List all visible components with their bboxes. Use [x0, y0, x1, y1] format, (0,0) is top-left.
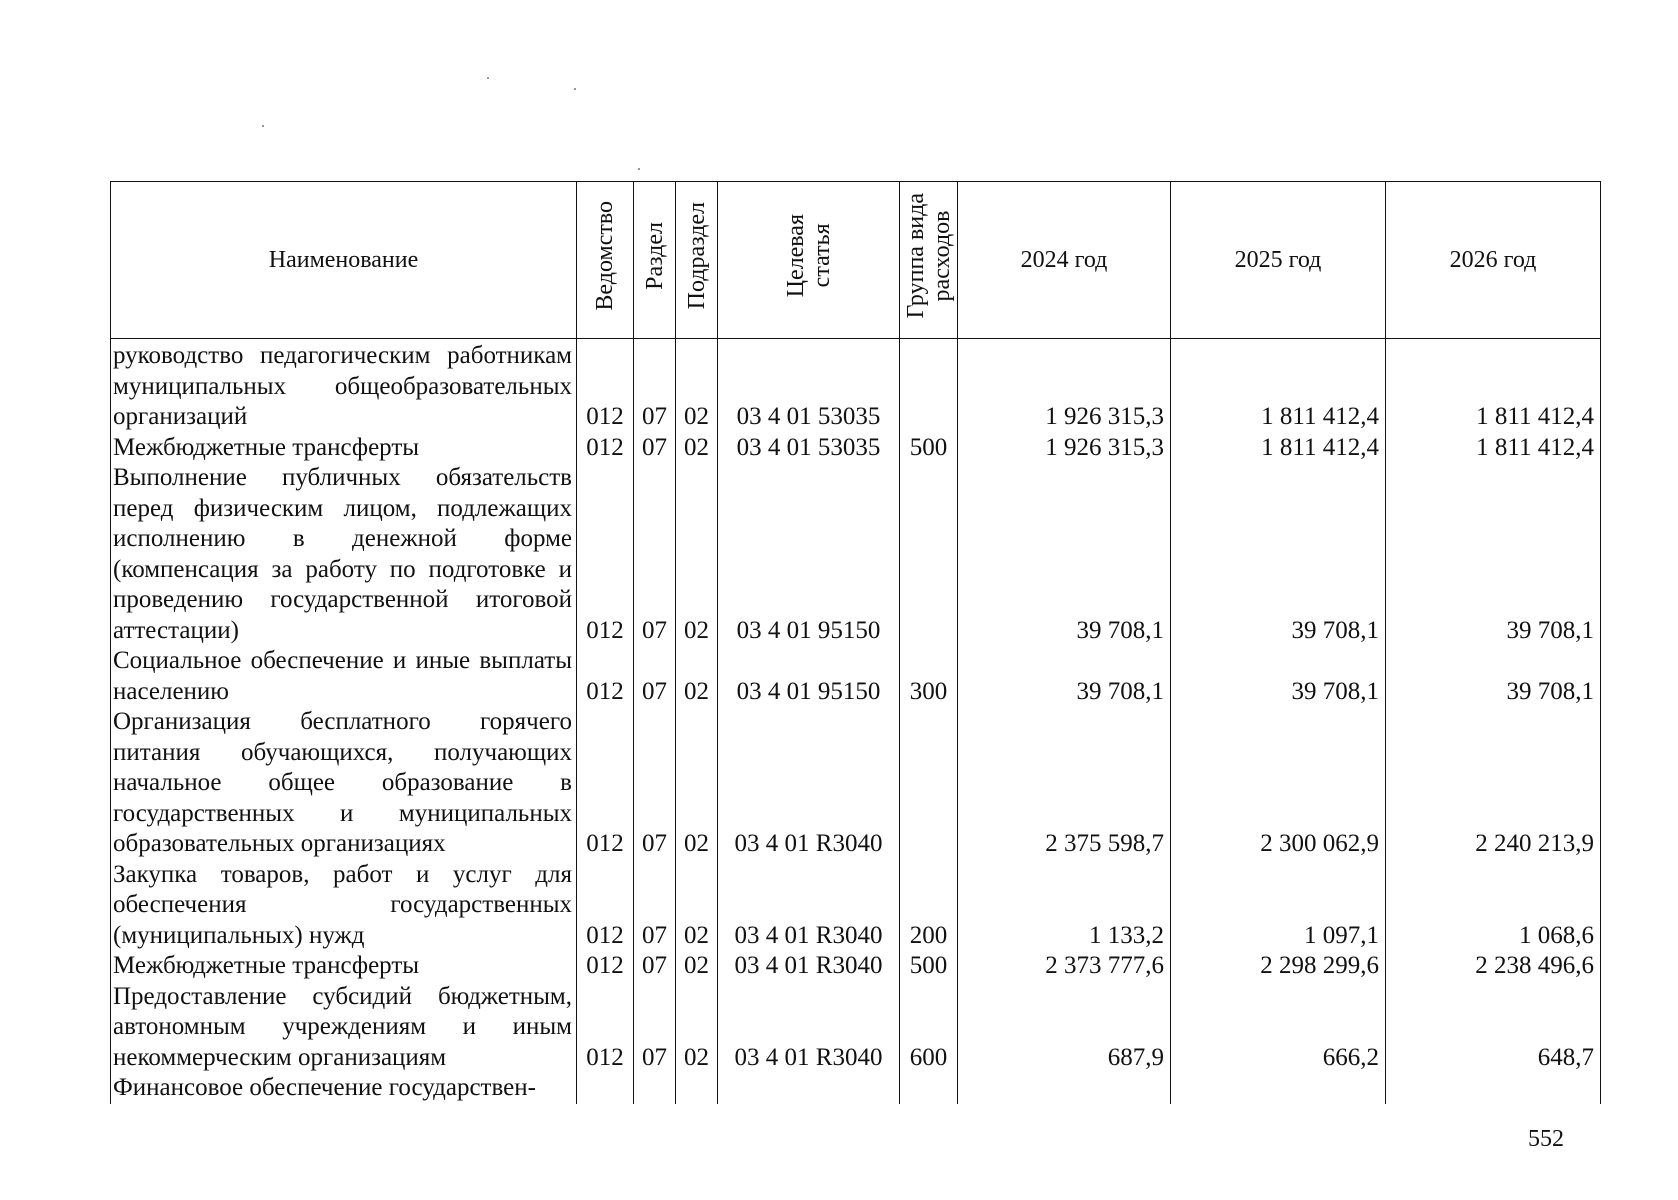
cell-podrazdel: 02: [676, 982, 718, 1074]
header-name: Наименование: [111, 182, 577, 339]
header-vedomstvo: Ведомство: [577, 182, 634, 339]
cell-name: Межбюджетные трансферты: [111, 433, 577, 464]
header-2025: 2025 год: [1171, 182, 1386, 339]
cell-2026: 1 068,6: [1386, 860, 1601, 952]
header-razdel: Раздел: [634, 182, 676, 339]
cell-podrazdel: 02: [676, 646, 718, 707]
cell-vedomstvo: 012: [577, 860, 634, 952]
cell-name: Закупка товаров, работ и услуг для обеспечения государственных (муниципальных) нужд: [111, 860, 577, 952]
cell-vedomstvo: 012: [577, 646, 634, 707]
table-row: [111, 339, 1601, 433]
cell-2026: 2 240 213,9: [1386, 707, 1601, 860]
cell-razdel: [634, 1073, 676, 1104]
cell-gruppa: 500: [900, 951, 958, 982]
table-row: [111, 951, 1601, 982]
cell-vedomstvo: 012: [577, 433, 634, 464]
header-celevaya-statya: Целевая статья: [718, 182, 900, 339]
cell-razdel: 07: [634, 707, 676, 860]
table-row: [111, 982, 1601, 1074]
cell-celevaya-statya: 03 4 01 R3040: [718, 982, 900, 1074]
cell-2025: 1 811 412,4: [1171, 339, 1386, 433]
cell-2026: 1 811 412,4: [1386, 433, 1601, 464]
cell-podrazdel: 02: [676, 707, 718, 860]
cell-vedomstvo: 012: [577, 951, 634, 982]
cell-razdel: 07: [634, 860, 676, 952]
budget-table: [110, 181, 1601, 1104]
cell-vedomstvo: 012: [577, 707, 634, 860]
table-body: [111, 339, 1601, 1104]
scan-speck: [638, 168, 640, 170]
cell-2024: 39 708,1: [958, 463, 1171, 646]
cell-razdel: 07: [634, 339, 676, 433]
cell-vedomstvo: 012: [577, 339, 634, 433]
table-header: [111, 182, 1601, 339]
cell-name: Организация бесплатного горячего питания обучающихся, получающих начальное общее образование в государственных и муниципальных образовательных организациях: [111, 707, 577, 860]
header-podrazdel: Подраздел: [676, 182, 718, 339]
cell-vedomstvo: [577, 1073, 634, 1104]
scan-speck: [262, 125, 264, 127]
cell-vedomstvo: 012: [577, 463, 634, 646]
cell-razdel: 07: [634, 646, 676, 707]
cell-vedomstvo: 012: [577, 982, 634, 1074]
table-row: [111, 463, 1601, 646]
table-row: [111, 1073, 1601, 1104]
page-number: 552: [1528, 1126, 1564, 1152]
cell-podrazdel: 02: [676, 433, 718, 464]
cell-2024: 1 926 315,3: [958, 433, 1171, 464]
header-2026: 2026 год: [1386, 182, 1601, 339]
cell-name: Выполнение публичных обязательств перед физическим лицом, подлежащих исполнению в денежной форме (компенсация за работу по подготовке и проведению государственной итоговой аттестации): [111, 463, 577, 646]
cell-name: Предоставление субсидий бюджетным, автономным учреждениям и иным некоммерческим организациям: [111, 982, 577, 1074]
cell-gruppa: [900, 463, 958, 646]
cell-2024: 2 373 777,6: [958, 951, 1171, 982]
cell-2024: 39 708,1: [958, 646, 1171, 707]
cell-name: Финансовое обеспечение государствен-: [111, 1073, 577, 1104]
cell-2025: 2 298 299,6: [1171, 951, 1386, 982]
table-row: [111, 646, 1601, 707]
cell-2024: [958, 1073, 1171, 1104]
cell-2025: 1 097,1: [1171, 860, 1386, 952]
cell-name: Межбюджетные трансферты: [111, 951, 577, 982]
cell-gruppa: [900, 1073, 958, 1104]
cell-2026: 39 708,1: [1386, 646, 1601, 707]
cell-celevaya-statya: 03 4 01 R3040: [718, 860, 900, 952]
cell-celevaya-statya: 03 4 01 R3040: [718, 951, 900, 982]
cell-razdel: 07: [634, 982, 676, 1074]
cell-podrazdel: 02: [676, 860, 718, 952]
cell-gruppa: [900, 339, 958, 433]
cell-2024: 1 926 315,3: [958, 339, 1171, 433]
cell-gruppa: 500: [900, 433, 958, 464]
cell-gruppa: [900, 707, 958, 860]
cell-gruppa: 300: [900, 646, 958, 707]
cell-2026: 2 238 496,6: [1386, 951, 1601, 982]
cell-2026: 1 811 412,4: [1386, 339, 1601, 433]
cell-celevaya-statya: [718, 1073, 900, 1104]
cell-celevaya-statya: 03 4 01 53035: [718, 433, 900, 464]
cell-podrazdel: 02: [676, 463, 718, 646]
cell-razdel: 07: [634, 951, 676, 982]
cell-2025: 39 708,1: [1171, 646, 1386, 707]
cell-2025: 39 708,1: [1171, 463, 1386, 646]
cell-celevaya-statya: 03 4 01 95150: [718, 463, 900, 646]
cell-2024: 2 375 598,7: [958, 707, 1171, 860]
header-2024: 2024 год: [958, 182, 1171, 339]
cell-2024: 1 133,2: [958, 860, 1171, 952]
scan-speck: [487, 77, 489, 79]
cell-razdel: 07: [634, 433, 676, 464]
cell-celevaya-statya: 03 4 01 R3040: [718, 707, 900, 860]
table-row: [111, 860, 1601, 952]
scan-speck: [574, 88, 576, 90]
cell-2026: 39 708,1: [1386, 463, 1601, 646]
cell-2025: 1 811 412,4: [1171, 433, 1386, 464]
cell-celevaya-statya: 03 4 01 95150: [718, 646, 900, 707]
cell-2025: 2 300 062,9: [1171, 707, 1386, 860]
header-gruppa-vida-rashodov: Группа вида расходов: [900, 182, 958, 339]
cell-gruppa: 600: [900, 982, 958, 1074]
cell-podrazdel: [676, 1073, 718, 1104]
cell-2026: 648,7: [1386, 982, 1601, 1074]
table-row: [111, 433, 1601, 464]
cell-name: Социальное обеспечение и иные выплаты населению: [111, 646, 577, 707]
cell-name: руководство педагогическим работникам муниципальных общеобразовательных организаций: [111, 339, 577, 433]
cell-2025: [1171, 1073, 1386, 1104]
cell-podrazdel: 02: [676, 951, 718, 982]
cell-celevaya-statya: 03 4 01 53035: [718, 339, 900, 433]
cell-2026: [1386, 1073, 1601, 1104]
cell-podrazdel: 02: [676, 339, 718, 433]
cell-2025: 666,2: [1171, 982, 1386, 1074]
cell-2024: 687,9: [958, 982, 1171, 1074]
cell-razdel: 07: [634, 463, 676, 646]
cell-gruppa: 200: [900, 860, 958, 952]
table-row: [111, 707, 1601, 860]
